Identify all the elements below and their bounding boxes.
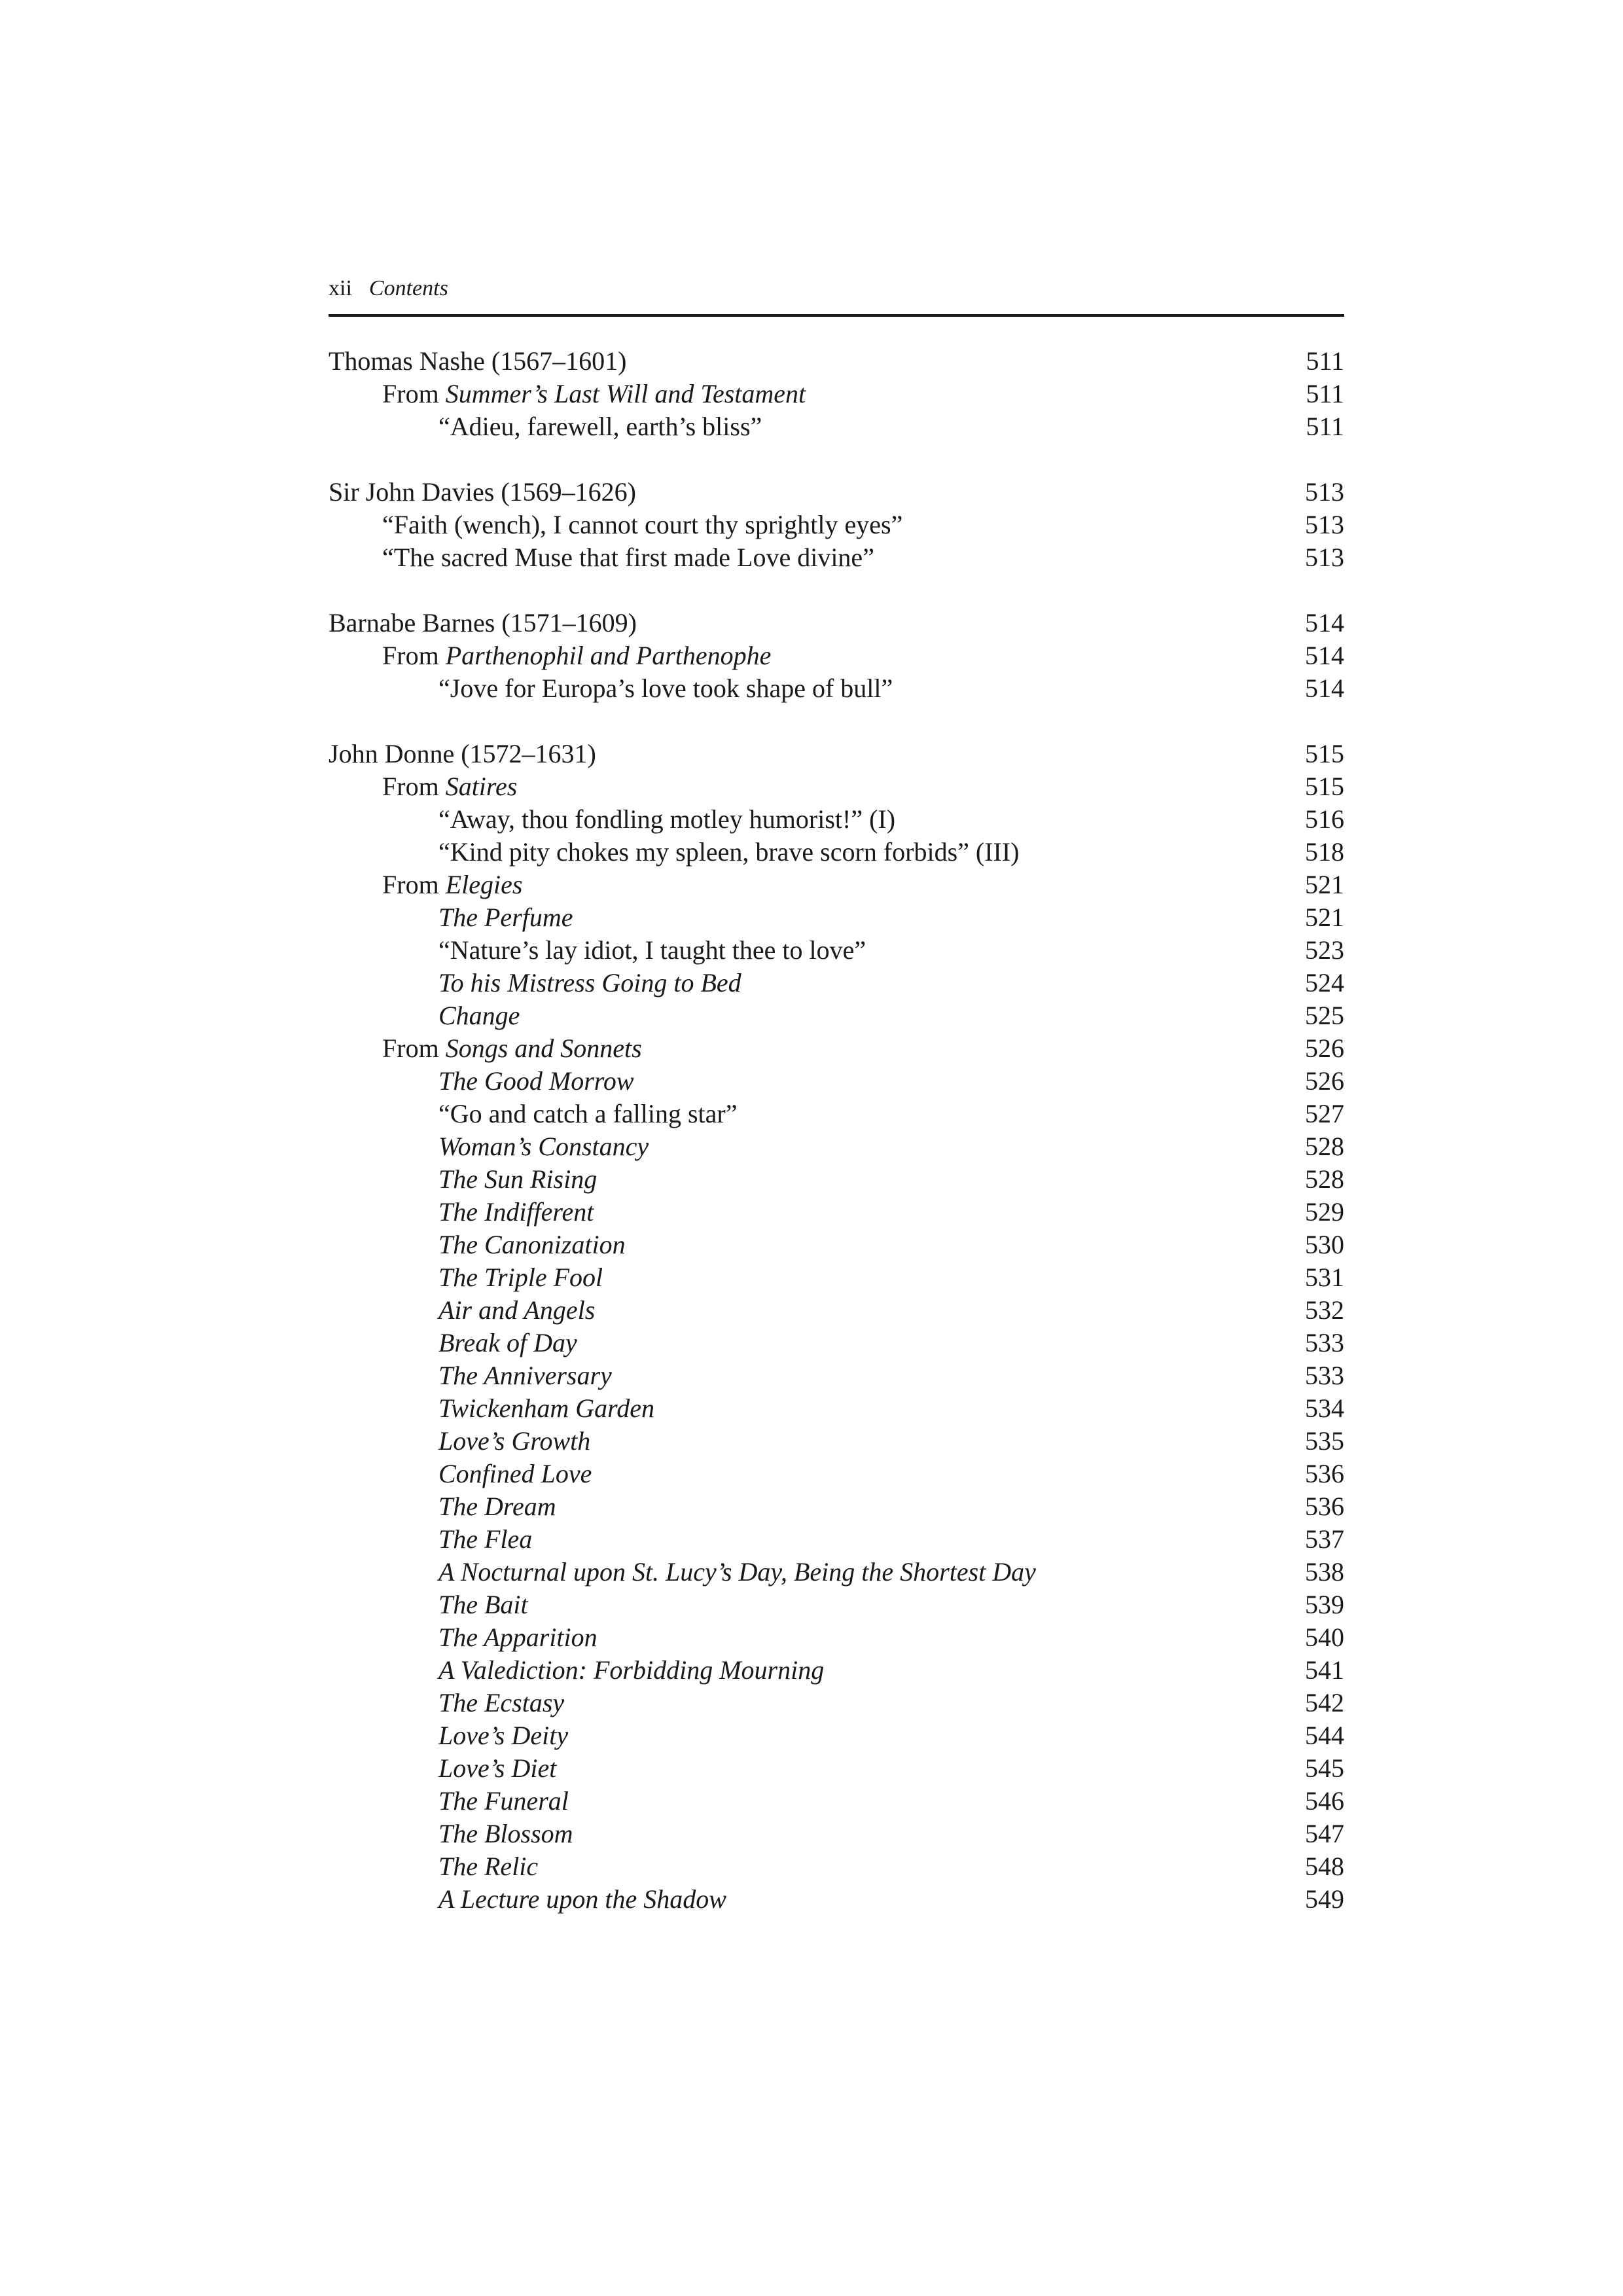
page-number: 538 — [1305, 1557, 1344, 1587]
page-number: 526 — [1305, 1066, 1344, 1096]
page-number: 542 — [1305, 1688, 1344, 1717]
toc-entry-poem: Love’s Growth 535 — [329, 1425, 1344, 1458]
toc-entry-work: From Satires 515 — [329, 770, 1344, 803]
page-number: 521 — [1305, 870, 1344, 899]
toc-entry-author: Sir John Davies (1569–1626) 513 — [329, 476, 1344, 509]
toc-entry-poem: The Anniversary 533 — [329, 1359, 1344, 1392]
page-number: 535 — [1305, 1426, 1344, 1456]
toc-entry-work: From Songs and Sonnets 526 — [329, 1032, 1344, 1065]
toc-entry-poem: Woman’s Constancy 528 — [329, 1130, 1344, 1163]
toc-entry-poem: “Nature’s lay idiot, I taught thee to love” 523 — [329, 934, 1344, 967]
toc-entry-poem: The Dream 536 — [329, 1490, 1344, 1523]
page-number: 533 — [1305, 1328, 1344, 1357]
toc-entry-poem: Break of Day 533 — [329, 1327, 1344, 1359]
page-number: 514 — [1305, 608, 1344, 637]
toc-entry-poem: Love’s Diet 545 — [329, 1752, 1344, 1785]
toc-entry-work: From Summer’s Last Will and Testament 511 — [329, 378, 1344, 410]
page-number: 529 — [1305, 1197, 1344, 1227]
page-number: 536 — [1305, 1459, 1344, 1488]
toc-entry-poem: To his Mistress Going to Bed 524 — [329, 967, 1344, 999]
page-number: 511 — [1306, 346, 1344, 376]
page-number: 516 — [1305, 804, 1344, 834]
toc-entry-poem: “Go and catch a falling star” 527 — [329, 1098, 1344, 1130]
toc-entry-poem: The Sun Rising 528 — [329, 1163, 1344, 1196]
page-number: 544 — [1305, 1721, 1344, 1750]
running-head — [329, 274, 1344, 304]
toc-entry-poem: “Adieu, farewell, earth’s bliss” 511 — [329, 410, 1344, 443]
toc-entry-poem: “The sacred Muse that first made Love divine” 513 — [329, 541, 1344, 574]
toc-entry-work: From Elegies 521 — [329, 869, 1344, 901]
toc-entry-poem: The Good Morrow 526 — [329, 1065, 1344, 1098]
page-number: 514 — [1305, 673, 1344, 703]
page-number: 546 — [1305, 1786, 1344, 1816]
toc-entry-poem: A Lecture upon the Shadow 549 — [329, 1883, 1344, 1916]
page-number: 518 — [1305, 837, 1344, 867]
page-number: 528 — [1305, 1132, 1344, 1161]
page-number: 521 — [1305, 903, 1344, 932]
page-number: 540 — [1305, 1623, 1344, 1652]
toc-entry-poem: The Bait 539 — [329, 1588, 1344, 1621]
toc-entry-poem: The Triple Fool 531 — [329, 1261, 1344, 1294]
page-number: 515 — [1305, 772, 1344, 801]
table-of-contents — [329, 345, 1344, 1916]
toc-entry-poem: “Kind pity chokes my spleen, brave scorn forbids” (III) 518 — [329, 836, 1344, 869]
toc-entry-poem: The Ecstasy 542 — [329, 1687, 1344, 1719]
toc-entry-author: Thomas Nashe (1567–1601) 511 — [329, 345, 1344, 378]
toc-entry-poem: The Flea 537 — [329, 1523, 1344, 1556]
page-number: 534 — [1305, 1393, 1344, 1423]
toc-entry-poem: “Jove for Europa’s love took shape of bull” 514 — [329, 672, 1344, 705]
page-number: 513 — [1305, 477, 1344, 507]
toc-entry-poem: Confined Love 536 — [329, 1458, 1344, 1490]
page-number: 524 — [1305, 968, 1344, 997]
header-rule — [329, 314, 1344, 317]
page-number: 527 — [1305, 1099, 1344, 1128]
page-number: 549 — [1305, 1884, 1344, 1914]
toc-entry-poem: The Canonization 530 — [329, 1229, 1344, 1261]
page-number: 547 — [1305, 1819, 1344, 1848]
toc-entry-poem: The Blossom 547 — [329, 1818, 1344, 1850]
page-number: 526 — [1305, 1033, 1344, 1063]
page-number: 528 — [1305, 1164, 1344, 1194]
page-number: 533 — [1305, 1361, 1344, 1390]
toc-entry-author: John Donne (1572–1631) 515 — [329, 738, 1344, 770]
page-number: 511 — [1306, 379, 1344, 408]
toc-entry-poem: The Indifferent 529 — [329, 1196, 1344, 1229]
toc-entry-poem: A Valediction: Forbidding Mourning 541 — [329, 1654, 1344, 1687]
page-number: 531 — [1305, 1263, 1344, 1292]
toc-entry-author: Barnabe Barnes (1571–1609) 514 — [329, 607, 1344, 639]
toc-entry-poem: The Funeral 546 — [329, 1785, 1344, 1818]
page-number: 536 — [1305, 1492, 1344, 1521]
toc-entry-work: From Parthenophil and Parthenophe 514 — [329, 639, 1344, 672]
toc-entry-poem: Air and Angels 532 — [329, 1294, 1344, 1327]
page-number: 537 — [1305, 1524, 1344, 1554]
toc-entry-poem: The Relic 548 — [329, 1850, 1344, 1883]
page-number: 525 — [1305, 1001, 1344, 1030]
page-number: 513 — [1305, 543, 1344, 572]
page-number: 545 — [1305, 1753, 1344, 1783]
page-number: 514 — [1305, 641, 1344, 670]
toc-entry-poem: “Away, thou fondling motley humorist!” (I) 516 — [329, 803, 1344, 836]
page-number: 532 — [1305, 1295, 1344, 1325]
toc-entry-poem: The Perfume 521 — [329, 901, 1344, 934]
toc-entry-poem: “Faith (wench), I cannot court thy sprightly eyes” 513 — [329, 509, 1344, 541]
page-number: 513 — [1305, 510, 1344, 539]
toc-entry-poem: A Nocturnal upon St. Lucy’s Day, Being the Shortest Day 538 — [329, 1556, 1344, 1588]
toc-entry-poem: Change 525 — [329, 999, 1344, 1032]
page-number: 515 — [1305, 739, 1344, 768]
page-number: 511 — [1306, 412, 1344, 441]
page-number: 541 — [1305, 1655, 1344, 1685]
page-number: 523 — [1305, 935, 1344, 965]
toc-entry-poem: Twickenham Garden 534 — [329, 1392, 1344, 1425]
folio-number: xii — [329, 276, 352, 300]
page-number: 539 — [1305, 1590, 1344, 1619]
toc-entry-poem: Love’s Deity 544 — [329, 1719, 1344, 1752]
page-number: 548 — [1305, 1852, 1344, 1881]
toc-entry-poem: The Apparition 540 — [329, 1621, 1344, 1654]
page-number: 530 — [1305, 1230, 1344, 1259]
running-head-title: Contents — [368, 276, 448, 300]
